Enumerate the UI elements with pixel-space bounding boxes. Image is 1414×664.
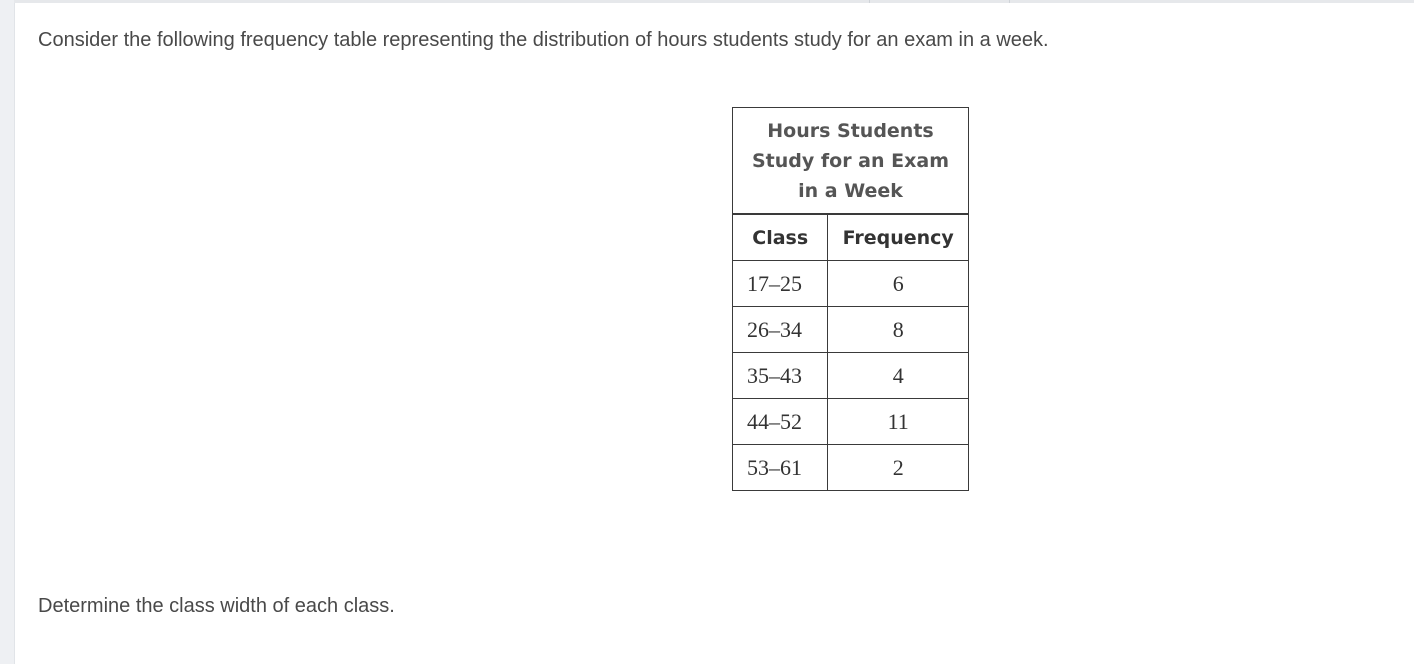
frequency-table [732, 107, 969, 491]
column-header-frequency: Frequency [828, 214, 969, 261]
class-cell: 26–34 [733, 307, 828, 353]
caption-line: Study for an Exam [751, 149, 949, 172]
table-row [733, 307, 969, 353]
question-prompt-text: Determine the class width of each class. [38, 595, 395, 617]
question-intro-text: Consider the following frequency table representing the distribution of hours students study for an exam in a week. [38, 29, 1049, 51]
class-cell: 35–43 [733, 353, 828, 399]
table-header-row [733, 214, 969, 261]
table-row [733, 353, 969, 399]
column-header-class: Class [733, 214, 828, 261]
frequency-cell: 11 [828, 399, 969, 445]
class-cell: 17–25 [733, 261, 828, 307]
caption-line: Hours Students [767, 119, 934, 142]
caption-line: in a Week [798, 179, 903, 202]
table-caption-text [751, 116, 951, 206]
class-cell: 44–52 [733, 399, 828, 445]
table-row [733, 261, 969, 307]
frequency-cell: 2 [828, 445, 969, 491]
frequency-cell: 4 [828, 353, 969, 399]
question-panel [14, 3, 1414, 664]
frequency-cell: 6 [828, 261, 969, 307]
frequency-cell: 8 [828, 307, 969, 353]
table-caption [733, 108, 969, 215]
table-row [733, 399, 969, 445]
class-cell: 53–61 [733, 445, 828, 491]
left-gutter [0, 0, 14, 664]
table-row [733, 445, 969, 491]
table-caption-row [733, 108, 969, 215]
